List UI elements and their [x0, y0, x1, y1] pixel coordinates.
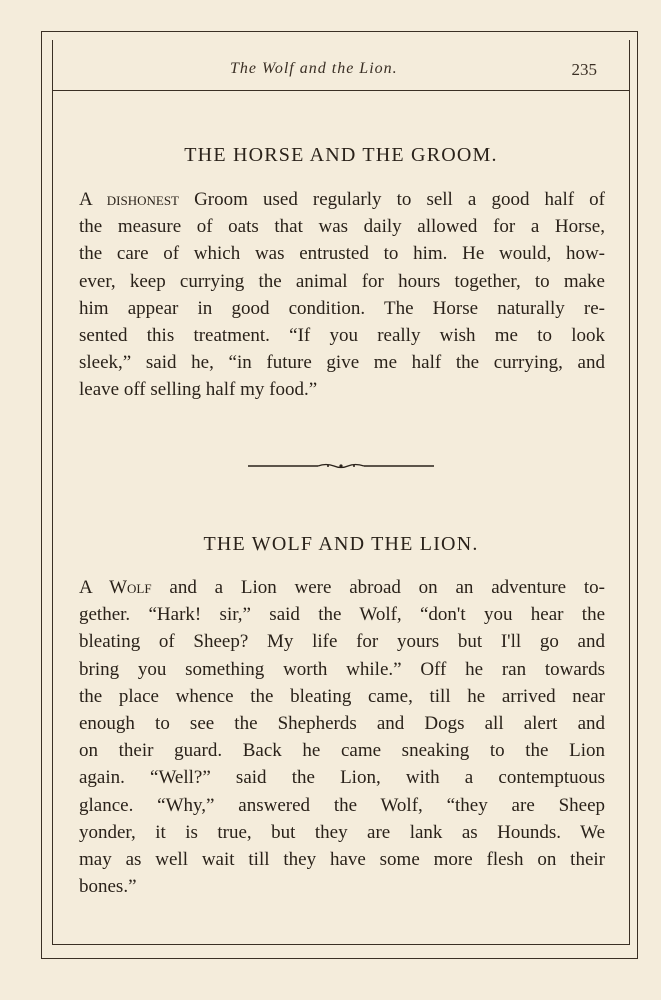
text-line-part: Groom used regularly to sell a good half of — [179, 189, 605, 210]
text-line: on their guard. Back he came sneaking to the Lion — [79, 740, 605, 762]
lead-small-caps: A dishonest — [79, 189, 179, 210]
text-line: the care of which was entrusted to him. He would, how- — [79, 243, 605, 265]
text-line: the place whence the bleating came, till he arrived near — [79, 685, 605, 707]
text-line: the measure of oats that was daily allowed for a Horse, — [79, 216, 605, 238]
text-line: bring you something worth while.” Off he ran towards — [79, 658, 605, 680]
fable-text-horse-and-groom — [79, 186, 605, 404]
text-line: yonder, it is true, but they are lank as Hounds. We — [79, 821, 605, 843]
lead-small-caps: A Wolf — [79, 577, 152, 598]
running-header — [52, 54, 630, 91]
text-line: sented this treatment. “If you really wish me to look — [79, 325, 605, 347]
fable-title-wolf-and-lion: THE WOLF AND THE LION. — [203, 533, 479, 555]
page-number: 235 — [571, 60, 597, 79]
text-line: again. “Well?” said the Lion, with a contemptuous — [79, 767, 605, 789]
text-line-part: and a Lion were abroad on an adventure to- — [151, 577, 605, 598]
text-line — [79, 574, 605, 601]
text-line: him appear in good condition. The Horse naturally re- — [79, 297, 605, 319]
text-line: may as well wait till they have some more flesh on their — [79, 849, 605, 871]
fable-text-wolf-and-lion — [79, 574, 605, 900]
ornamental-divider — [248, 461, 434, 471]
text-line — [79, 186, 605, 213]
text-line: leave off selling half my food.” — [79, 379, 318, 401]
text-line: glance. “Why,” answered the Wolf, “they are Sheep — [79, 794, 605, 816]
text-line: sleek,” said he, “in future give me half the currying, and — [79, 352, 605, 374]
text-line: enough to see the Shepherds and Dogs all alert and — [79, 713, 605, 735]
text-line: gether. “Hark! sir,” said the Wolf, “don't you hear the — [79, 604, 605, 626]
text-line: ever, keep currying the animal for hours together, to make — [79, 270, 605, 292]
fable-title-horse-and-groom: THE HORSE AND THE GROOM. — [184, 144, 498, 166]
text-line: bleating of Sheep? My life for yours but I'll go and — [79, 631, 605, 653]
running-title: The Wolf and the Lion. — [230, 60, 398, 77]
text-line: bones.” — [79, 876, 137, 898]
